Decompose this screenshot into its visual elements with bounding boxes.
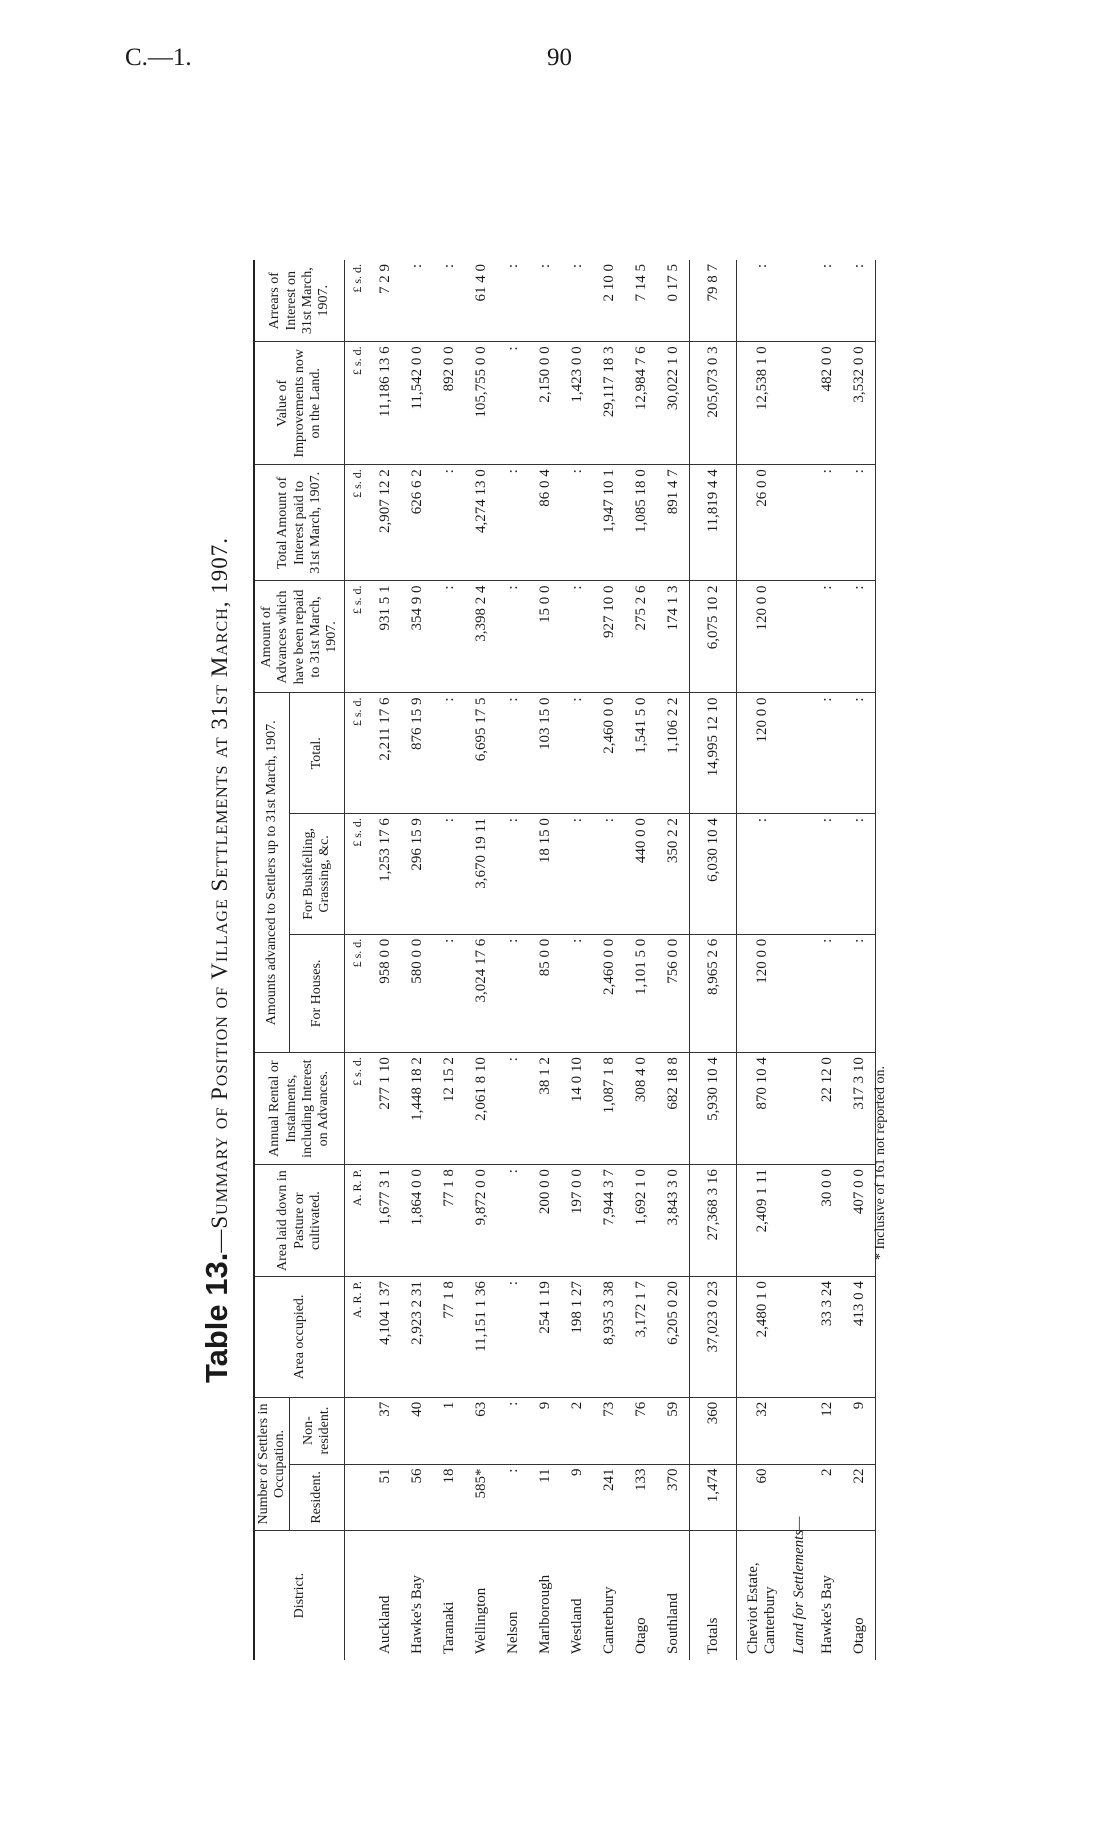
cell-bushfelling: : <box>561 814 593 935</box>
cell-area-occupied: 413 0 4 <box>843 1277 876 1398</box>
cell-repaid: 3,398 2 4 <box>465 581 497 693</box>
cell-houses: 2,460 0 0 <box>593 934 625 1052</box>
cell-rental: 14 0 10 <box>561 1053 593 1165</box>
cell-interest: 86 0 4 <box>529 465 561 581</box>
cell-non-resident: 73 <box>593 1397 625 1464</box>
district-cell <box>843 1531 876 1660</box>
cell-area-occupied: 37,023 0 23 <box>690 1277 737 1398</box>
cell-resident: 56 <box>401 1464 433 1531</box>
col-arrears: Arrears of Interest on 31st March, 1907. <box>254 260 345 342</box>
cell-bushfelling: : <box>497 814 529 935</box>
cell-repaid: : <box>433 581 465 693</box>
cell-rental: 308 4 0 <box>625 1053 657 1165</box>
cell-non-resident: 2 <box>561 1397 593 1464</box>
district-name: Wellington <box>472 1587 489 1654</box>
cell-repaid: : <box>497 581 529 693</box>
cell-repaid: : <box>811 581 843 693</box>
cell-improvements: 2,150 0 0 <box>529 342 561 465</box>
cell-bushfelling: : <box>811 814 843 935</box>
cell-interest: : <box>811 465 843 581</box>
district-cell <box>625 1531 657 1660</box>
cell-improvements: 11,186 13 6 <box>369 342 401 465</box>
cell-non-resident: 12 <box>811 1397 843 1464</box>
cell-area-occupied: 3,172 1 7 <box>625 1277 657 1398</box>
cell-bushfelling: 296 15 9 <box>401 814 433 935</box>
cell-resident: 60 <box>737 1464 788 1531</box>
cell-bushfelling: 1,253 17 6 <box>369 814 401 935</box>
cell-houses: : <box>433 934 465 1052</box>
cell-repaid: 927 10 0 <box>593 581 625 693</box>
cell-area-laid: 30 0 0 <box>811 1165 843 1277</box>
cell-interest: 1,947 10 1 <box>593 465 625 581</box>
cell-area-laid: 27,368 3 16 <box>690 1165 737 1277</box>
cell-resident: 22 <box>843 1464 876 1531</box>
table-body <box>345 260 876 1660</box>
unit-money: £ s. d. <box>345 934 370 1052</box>
cell-non-resident: 63 <box>465 1397 497 1464</box>
section-caption-row <box>787 260 811 1660</box>
cell-repaid: 174 1 3 <box>657 581 690 693</box>
cell-area-laid: 407 0 0 <box>843 1165 876 1277</box>
district-name: Marlborough <box>536 1574 553 1654</box>
cell-improvements: 482 0 0 <box>811 342 843 465</box>
cell-arrears: : <box>504 264 521 269</box>
cell-total: 120 0 0 <box>737 693 788 814</box>
cell-area-laid: 1,692 1 0 <box>625 1165 657 1277</box>
empty-cell <box>787 342 811 465</box>
district-cell <box>737 1531 788 1660</box>
cell-non-resident: : <box>497 1397 529 1464</box>
cell-bushfelling: : <box>433 814 465 935</box>
cell-bushfelling: : <box>737 814 788 935</box>
cell-resident: 585* <box>465 1464 497 1531</box>
cell-area-laid: 1,677 3 1 <box>369 1165 401 1277</box>
empty-cell <box>787 465 811 581</box>
district-cell <box>593 1531 625 1660</box>
cell-area-laid: : <box>497 1165 529 1277</box>
cell-rental: 38 1 2 <box>529 1053 561 1165</box>
cell-rental: 317 3 10 <box>843 1053 876 1165</box>
cell-houses: 120 0 0 <box>737 934 788 1052</box>
empty-cell <box>787 1277 811 1398</box>
district-cell <box>561 1531 593 1660</box>
cell-bushfelling: 350 2 2 <box>657 814 690 935</box>
empty-cell <box>787 814 811 935</box>
cell-arrears: 2 10 0 <box>600 264 617 302</box>
col-improvements: Value of Improvements now on the Land. <box>254 342 345 465</box>
cell-arrears: : <box>753 264 770 269</box>
cell-non-resident: 40 <box>401 1397 433 1464</box>
cell-interest: : <box>433 465 465 581</box>
cell-resident: 11 <box>529 1464 561 1531</box>
cell-total: : <box>433 693 465 814</box>
cell-non-resident: 59 <box>657 1397 690 1464</box>
cell-rental: 2,061 8 10 <box>465 1053 497 1165</box>
cell-houses: : <box>561 934 593 1052</box>
cell-non-resident: 37 <box>369 1397 401 1464</box>
cell-area-occupied: 2,923 2 31 <box>401 1277 433 1398</box>
table-row <box>465 260 497 1660</box>
cell-improvements: 30,022 1 0 <box>657 342 690 465</box>
cell-resident: 9 <box>561 1464 593 1531</box>
cell-interest: : <box>561 465 593 581</box>
table-title <box>195 260 239 1660</box>
district-name: Westland <box>568 1598 585 1654</box>
totals-label: Totals <box>704 1617 721 1654</box>
rotated-table-page <box>195 260 915 1660</box>
cell-improvements: : <box>497 342 529 465</box>
cell-repaid: 120 0 0 <box>737 581 788 693</box>
cell-area-occupied: 8,935 3 38 <box>593 1277 625 1398</box>
report-code: C.—1. <box>125 44 192 71</box>
units-row <box>345 260 370 1660</box>
cell-interest: 2,907 12 2 <box>369 465 401 581</box>
unit-money: £ s. d. <box>345 465 370 581</box>
cell-area-occupied: 254 1 19 <box>529 1277 561 1398</box>
cell-arrears: 61 4 0 <box>472 264 489 302</box>
cell-houses: 8,965 2 6 <box>690 934 737 1052</box>
cell-houses: 756 0 0 <box>657 934 690 1052</box>
cell-rental: 5,930 10 4 <box>690 1053 737 1165</box>
cell-arrears: : <box>818 264 835 269</box>
cell-total: 14,995 12 10 <box>690 693 737 814</box>
cell-total: 6,695 17 5 <box>465 693 497 814</box>
section-caption-cell <box>787 1516 811 1660</box>
district-cell <box>497 1531 529 1660</box>
cell-rental: 22 12 0 <box>811 1053 843 1165</box>
district-name: Auckland <box>376 1595 393 1654</box>
col-settlers-group: Number of Settlers in Occupation. <box>254 1397 290 1531</box>
cell-resident: 51 <box>369 1464 401 1531</box>
table-row <box>625 260 657 1660</box>
cell-resident: 370 <box>657 1464 690 1531</box>
district-cell <box>690 1531 737 1660</box>
cell-interest: 4,274 13 0 <box>465 465 497 581</box>
unit-money: £ s. d. <box>345 1053 370 1165</box>
district-cell <box>369 1531 401 1660</box>
cell-non-resident: 76 <box>625 1397 657 1464</box>
cell-total: : <box>497 693 529 814</box>
district-cell <box>811 1531 843 1660</box>
empty-cell <box>787 1165 811 1277</box>
table-row <box>369 260 401 1660</box>
cell-resident: 133 <box>625 1464 657 1531</box>
cell-area-laid: 200 0 0 <box>529 1165 561 1277</box>
district-cell <box>529 1531 561 1660</box>
cell-area-occupied: 198 1 27 <box>561 1277 593 1398</box>
empty-cell <box>787 693 811 814</box>
unit-money: £ s. d. <box>345 342 370 465</box>
cell-area-occupied: : <box>497 1277 529 1398</box>
cell-total: 2,460 0 0 <box>593 693 625 814</box>
cell-area-laid: 2,409 1 11 <box>737 1165 788 1277</box>
cell-non-resident: 9 <box>843 1397 876 1464</box>
cell-rental: 1,087 1 8 <box>593 1053 625 1165</box>
district-name: Otago <box>850 1617 867 1654</box>
cell-non-resident: 360 <box>690 1397 737 1464</box>
cell-bushfelling: 3,670 19 11 <box>465 814 497 935</box>
cell-repaid: 15 0 0 <box>529 581 561 693</box>
col-interest-paid: Total Amount of Interest paid to 31st March, 1907. <box>254 465 345 581</box>
page-number: 90 <box>547 44 572 71</box>
cell-total: 1,541 5 0 <box>625 693 657 814</box>
cell-improvements: 1,423 0 0 <box>561 342 593 465</box>
cell-interest: 626 6 2 <box>401 465 433 581</box>
cell-bushfelling: : <box>843 814 876 935</box>
unit-money: £ s. d. <box>345 814 370 935</box>
cell-improvements: 29,117 18 3 <box>593 342 625 465</box>
cell-resident: 2 <box>811 1464 843 1531</box>
cell-improvements: 205,073 0 3 <box>690 342 737 465</box>
district-cell <box>433 1531 465 1660</box>
cell-resident: 18 <box>433 1464 465 1531</box>
cell-area-occupied: 2,480 1 0 <box>737 1277 788 1398</box>
cell-repaid: : <box>561 581 593 693</box>
cell-rental: 682 18 8 <box>657 1053 690 1165</box>
cell-total: : <box>843 693 876 814</box>
cell-repaid: 354 9 0 <box>401 581 433 693</box>
cell-total: : <box>561 693 593 814</box>
cell-arrears: : <box>408 264 425 269</box>
cell-repaid: 6,075 10 2 <box>690 581 737 693</box>
cell-non-resident: 1 <box>433 1397 465 1464</box>
cell-houses: 958 0 0 <box>369 934 401 1052</box>
cell-repaid: 275 2 6 <box>625 581 657 693</box>
table-row <box>433 260 465 1660</box>
unit-area: A. R. P. <box>345 1277 370 1398</box>
cell-rental: 277 1 10 <box>369 1053 401 1165</box>
cell-arrears: : <box>843 260 876 342</box>
cell-area-occupied: 11,151 1 36 <box>465 1277 497 1398</box>
cell-total: 103 15 0 <box>529 693 561 814</box>
cell-houses: 85 0 0 <box>529 934 561 1052</box>
col-non-resident: Non-resident. <box>290 1397 345 1464</box>
cell-interest: : <box>843 465 876 581</box>
col-for-houses: For Houses. <box>290 934 345 1052</box>
cell-resident: : <box>497 1464 529 1531</box>
cell-total: 2,211 17 6 <box>369 693 401 814</box>
table-row <box>811 260 843 1660</box>
cell-improvements: 892 0 0 <box>433 342 465 465</box>
cell-bushfelling: 6,030 10 4 <box>690 814 737 935</box>
cell-area-laid: 9,872 0 0 <box>465 1165 497 1277</box>
cell-houses: : <box>843 934 876 1052</box>
cell-interest: 891 4 7 <box>657 465 690 581</box>
district-name: Hawke's Bay <box>818 1575 835 1654</box>
cell-area-occupied: 33 3 24 <box>811 1277 843 1398</box>
cell-houses: 1,101 5 0 <box>625 934 657 1052</box>
cell-arrears: : <box>568 264 585 269</box>
table-row <box>690 260 737 1660</box>
empty-cell <box>787 260 811 342</box>
cell-arrears: 7 14 5 <box>632 264 649 302</box>
cell-improvements: 12,984 7 6 <box>625 342 657 465</box>
table-row <box>529 260 561 1660</box>
cell-repaid: : <box>843 581 876 693</box>
empty-cell <box>787 1053 811 1165</box>
cell-area-laid: 1,864 0 0 <box>401 1165 433 1277</box>
summary-table <box>253 260 876 1660</box>
unit-money: £ s. d. <box>349 264 364 293</box>
col-advances-group: Amounts advanced to Settlers up to 31st March, 1907. <box>254 693 290 1053</box>
cell-arrears: 7 2 9 <box>376 264 393 294</box>
cell-bushfelling: 440 0 0 <box>625 814 657 935</box>
district-name: Nelson <box>504 1611 521 1654</box>
col-repaid: Amount of Advances which have been repaid to 31st March, 1907. <box>254 581 345 693</box>
cell-houses: : <box>811 934 843 1052</box>
empty-cell <box>787 934 811 1052</box>
col-resident: Resident. <box>290 1464 345 1531</box>
district-name: Canterbury <box>762 1586 779 1654</box>
cell-interest: 26 0 0 <box>737 465 788 581</box>
section-caption: Land for Settlements— <box>790 1516 807 1654</box>
col-district: District. <box>254 1531 345 1660</box>
cell-area-laid: 7,944 3 7 <box>593 1165 625 1277</box>
cell-houses: : <box>497 934 529 1052</box>
cell-houses: 580 0 0 <box>401 934 433 1052</box>
cell-total: 876 15 9 <box>401 693 433 814</box>
empty-cell <box>787 581 811 693</box>
district-name: Cheviot Estate, <box>745 1562 762 1654</box>
cell-non-resident: 9 <box>529 1397 561 1464</box>
col-area-laid: Area laid down in Pasture or cultivated. <box>254 1165 345 1277</box>
cell-rental: 12 15 2 <box>433 1053 465 1165</box>
col-area-occupied: Area occupied. <box>254 1277 345 1398</box>
cell-area-laid: 3,843 3 0 <box>657 1165 690 1277</box>
table-row <box>657 260 690 1660</box>
district-cell <box>401 1531 433 1660</box>
district-name: Taranaki <box>440 1601 457 1654</box>
empty-cell <box>787 1397 811 1464</box>
table-row <box>843 260 876 1660</box>
cell-improvements: 105,755 0 0 <box>465 342 497 465</box>
table-row <box>497 260 529 1660</box>
table-caption: —Summary of Position of Village Settlements at 31st March, 1907. <box>207 537 232 1253</box>
cell-area-laid: 77 1 8 <box>433 1165 465 1277</box>
cell-rental: : <box>497 1053 529 1165</box>
cell-improvements: 12,538 1 0 <box>737 342 788 465</box>
district-cell <box>657 1531 690 1660</box>
table-row <box>737 260 788 1660</box>
cell-arrears: : <box>536 264 553 269</box>
cell-rental: 1,448 18 2 <box>401 1053 433 1165</box>
cell-interest: : <box>497 465 529 581</box>
col-total: Total. <box>290 693 345 814</box>
table-label: Table 13. <box>199 1252 234 1383</box>
table-row <box>593 260 625 1660</box>
cell-improvements: 11,542 0 0 <box>401 342 433 465</box>
cell-rental: 870 10 4 <box>737 1053 788 1165</box>
district-name: Hawke's Bay <box>408 1575 425 1654</box>
cell-area-occupied: 77 1 8 <box>433 1277 465 1398</box>
cell-repaid: 931 5 1 <box>369 581 401 693</box>
cell-area-occupied: 6,205 0 20 <box>657 1277 690 1398</box>
col-annual-rental: Annual Rental or Instalments, including Interest on Advances. <box>254 1053 345 1165</box>
cell-total: : <box>811 693 843 814</box>
district-name: Southland <box>664 1593 681 1654</box>
unit-money: £ s. d. <box>345 581 370 693</box>
footnote: * Inclusive of 161 not reported on. <box>873 1065 888 1260</box>
cell-interest: 1,085 18 0 <box>625 465 657 581</box>
cell-resident: 241 <box>593 1464 625 1531</box>
unit-money: £ s. d. <box>345 693 370 814</box>
table-row <box>401 260 433 1660</box>
cell-total: 1,106 2 2 <box>657 693 690 814</box>
cell-resident: 1,474 <box>690 1464 737 1531</box>
cell-area-occupied: 4,104 1 37 <box>369 1277 401 1398</box>
cell-improvements: 3,532 0 0 <box>843 342 876 465</box>
cell-interest: 11,819 4 4 <box>690 465 737 581</box>
table-row <box>561 260 593 1660</box>
district-name: Otago <box>632 1617 649 1654</box>
col-for-bushfelling: For Bushfelling, Grassing, &c. <box>290 814 345 935</box>
district-cell <box>465 1531 497 1660</box>
unit-area: A. R. P. <box>345 1165 370 1277</box>
cell-houses: 3,024 17 6 <box>465 934 497 1052</box>
cell-arrears: 0 17 5 <box>664 264 681 302</box>
cell-bushfelling: 18 15 0 <box>529 814 561 935</box>
cell-non-resident: 32 <box>737 1397 788 1464</box>
cell-area-laid: 197 0 0 <box>561 1165 593 1277</box>
cell-arrears: 79 8 7 <box>690 260 737 342</box>
district-name: Canterbury <box>600 1586 617 1654</box>
cell-arrears: : <box>440 264 457 269</box>
cell-bushfelling: : <box>593 814 625 935</box>
